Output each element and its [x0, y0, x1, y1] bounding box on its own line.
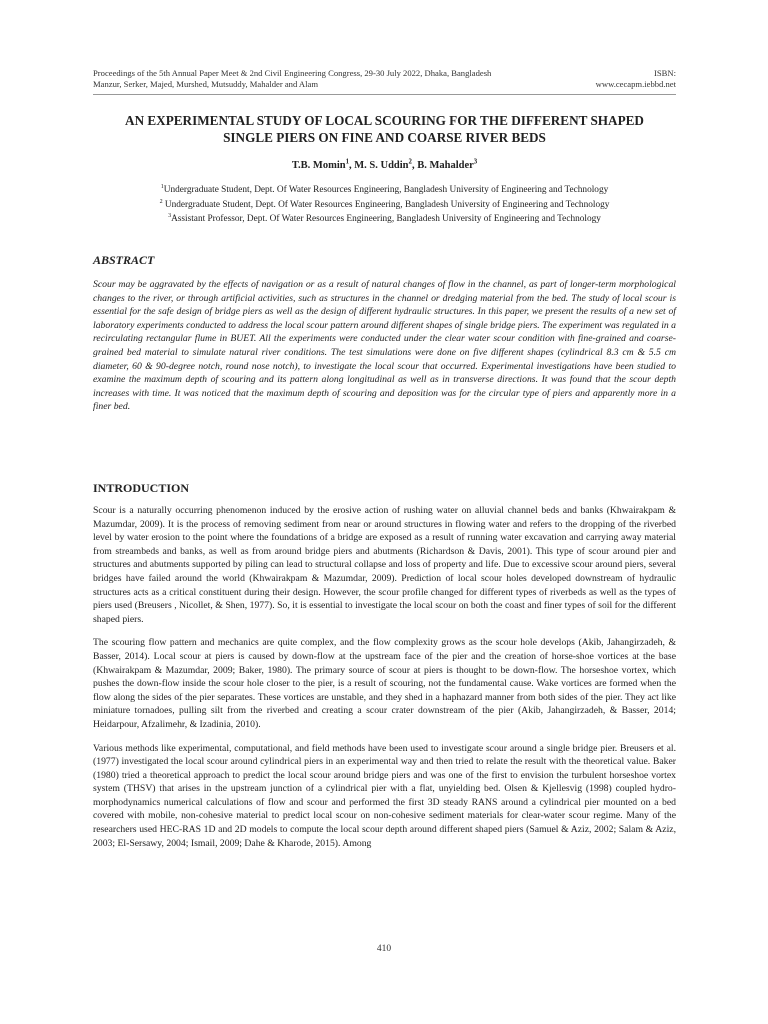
author-name: B. Mahalder: [417, 160, 474, 171]
affiliation-line: [93, 183, 676, 198]
header-proceedings: Proceedings of the 5th Annual Paper Meet & 2nd Civil Engineering Congress, 29-30 July 2022, Dhaka, Bangladesh: [93, 68, 492, 78]
paper-title: [93, 112, 676, 146]
affiliation-sup: 1: [160, 183, 164, 190]
header-divider: [93, 94, 676, 95]
affiliation-text: Undergraduate Student, Dept. Of Water Resources Engineering, Bangladesh University of Engineering and Technology: [163, 185, 609, 195]
affiliation-line: [93, 198, 676, 213]
title-line-2: SINGLE PIERS ON FINE AND COARSE RIVER BEDS: [223, 130, 546, 145]
header-authors: Manzur, Serker, Majed, Murshed, Mutsuddy, Mahalder and Alam: [93, 79, 319, 89]
intro-paragraph: Various methods like experimental, computational, and field methods have been used to investigate scour around a single bridge pier. Breusers et al. (1977) investigated the local scour around cylindrical piers in an experimental way and then tried to relate the result with the theoretical value. Baker (1980) tried a theoretical approach to predict the local scour around bridge piers and was one of the first to envision the turbulent horseshoe vortex system (THSV) that arises in the upstream junction of a cylindrical pier with a flat, unyielding bed. Olsen & Kjellesvig (1998) coupled hydro-morphodynamics numerical calculations of flow and scour and performed the first 3D steady RANS around a cylindrical pier mounted on a bed covered with mobile, non-cohesive material to predict local scour on non-cohesive sediment materials for clear-water scour regime. Many of the researchers used HEC-RAS 1D and 2D models to compute the local scour depth around different shaped piers (Samuel & Aziz, 2002; Salam & Aziz, 2003; El-Sersawy, 2004; Ismail, 2009; Dahe & Kharode, 2015). Among: [93, 742, 676, 849]
author-sup: 2: [408, 158, 412, 166]
affiliation-text: Assistant Professor, Dept. Of Water Resources Engineering, Bangladesh University of Engineering and Technology: [171, 214, 601, 224]
intro-paragraph: Scour is a naturally occurring phenomenon induced by the erosive action of rushing water on alluvial channel beds and banks (Khwairakpam & Mazumdar, 2009). It is the process of removing sediment from near or around structures in flowing water and refers to the dropping of the riverbed level by water erosion to the point where the foundations of a bridge are exposed as a result of running water excavation and carrying away material from streambeds and banks, as well as from around bridge piers and abutments (Richardson & Davis, 2001). This type of scour around pier and structures and abutments supported by piling can lead to structural collapse and loss of property and life. Due to excessive scour around piers, several bridges have failed around the world (Khwairakpam & Mazumdar, 2009). Prediction of local scour holes developed downstream of hydraulic structures acts as a critical constituent during their design. However, the scour profile changed for different types of riverbeds as well as the types of piers used (Breusers , Nicollet, & Shen, 1977). So, it is essential to investigate the local scour on both the coast and finer types of soil for the different shaped piers.: [93, 505, 676, 625]
author-list: T.B. Momin$^1$, M. S. Uddin$^2$, B. Mahalder$^3$: [291, 158, 478, 171]
intro-paragraph: The scouring flow pattern and mechanics are quite complex, and the flow complexity grows as the scour hole develops (Akib, Jahangirzadeh, & Basser, 2014). Local scour at piers is caused by down-flow at the upstream face of the pier and the creation of horse-shoe vortices at the base (Khwairakpam & Mazumdar, 2009; Baker, 1980). The primary source of scour at piers is thought to be down-flow. The horseshoe vortex, which pushes the down-flow inside the scour hole closer to the pier, is a result of scouring, not the fundamental cause. Wake vortices are formed when the flow along the sides of the pier separates. These vortices are unstable, and they shed in a haphazard manner from both sides of the pier. They act like miniature tornadoes, pulling silt from the riverbed and creating a scour crater downstream of the pier (Akib, Jahangirzadeh, & Basser, 2014; Heidarpour, Afzalimehr, & Izadinia, 2010).: [93, 637, 676, 730]
header-isbn: ISBN:: [654, 68, 676, 78]
affiliation-sup: 3: [168, 212, 172, 219]
introduction-heading: INTRODUCTION: [93, 481, 190, 495]
introduction-body: [93, 504, 676, 860]
affiliations: [93, 183, 676, 227]
header-website: www.cecapm.iebbd.net: [595, 79, 676, 89]
author-sup: 3: [473, 158, 478, 166]
affiliation-text: Undergraduate Student, Dept. Of Water Resources Engineering, Bangladesh University of Engineering and Technology: [164, 199, 610, 210]
running-header: [93, 68, 676, 90]
title-line-1: AN EXPERIMENTAL STUDY OF LOCAL SCOURING FOR THE DIFFERENT SHAPED: [125, 113, 644, 128]
affiliation-line: [93, 212, 676, 227]
affiliation-sup: 2: [159, 198, 163, 205]
author-sup: 1: [345, 158, 349, 166]
author-name: T.B. Momin: [291, 160, 346, 171]
author-name: M. S. Uddin: [354, 160, 409, 171]
abstract-heading: ABSTRACT: [93, 253, 155, 267]
abstract-text: Scour may be aggravated by the effects of navigation or as a result of natural changes of flow in the channel, as part of longer-term morphological changes to the river, or through artificial activities, such as structures in the channel or dredging material from the bed. The study of local scour is essential for the safe design of bridge piers as well as the design of different hydraulic structures. In this paper, we present the results of a new set of laboratory experiments conducted to address the local scour pattern around different shapes of single bridge piers. The experiment was regulated in a recirculating rectangular flume in BUET. All the experiments were conducted under the clear water scour condition with fine-grained and coarse-grained bed material to simulate natural river conditions. The test simulations were done on five different shapes (cylindrical 8.3 cm & 5.5 cm diameter, 60 & 90-degree notch, round nose notch), to investigate the local scour that occurred. Experimental investigations have been studied to examine the maximum depth of scouring and its pattern along longitudinal as well as in transverse directions. It was found that the scour depth increases with time. It was noticed that the maximum depth of scouring and deposition was for the circular type of piers and apparently more in a finer bed.: [93, 279, 676, 413]
page-number: 410: [376, 944, 392, 954]
